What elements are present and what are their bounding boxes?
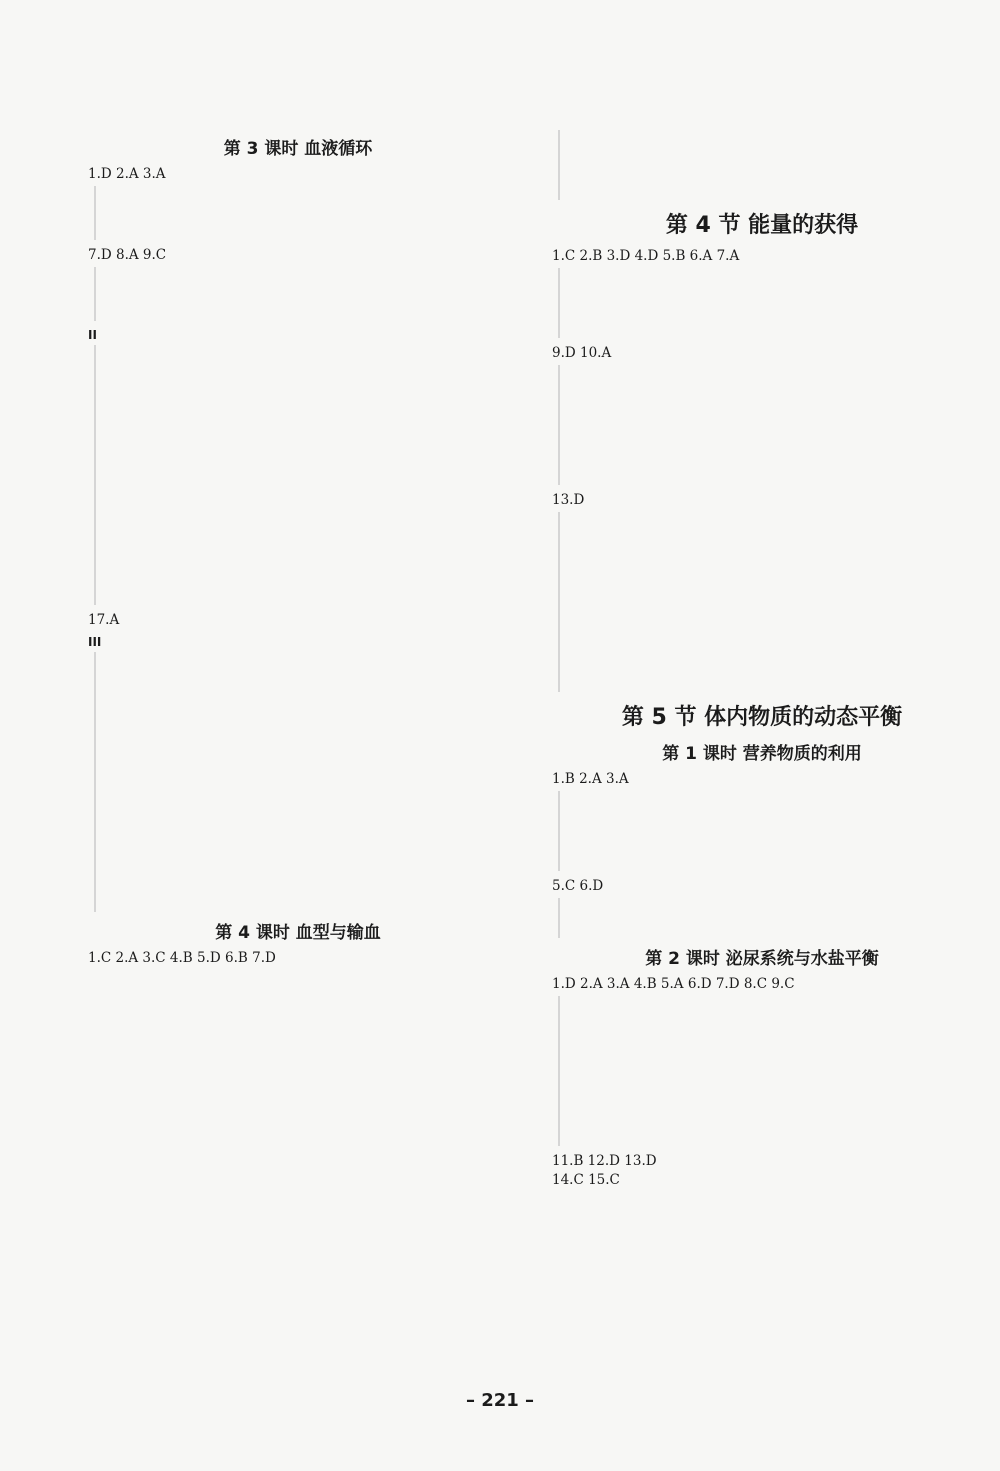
answers-b: 7.D 8.A 9.C	[88, 247, 167, 263]
untranscribed-block	[94, 652, 508, 912]
heading-lesson1: 第 1 课时 营养物质的利用	[662, 744, 862, 764]
left-column	[88, 128, 508, 968]
answers-l: 14.C 15.C	[552, 1172, 620, 1188]
section-4-title: 第 4 节 能量的获得	[665, 213, 859, 238]
answers-h: 1.B 2.A 3.A	[552, 771, 629, 787]
answers-e: 1.C 2.B 3.D 4.D 5.B 6.A 7.A	[552, 248, 740, 264]
untranscribed-block	[558, 996, 972, 1146]
answers-k: 11.B 12.D 13.D	[552, 1153, 657, 1169]
untranscribed-block	[558, 365, 972, 485]
heading-lesson3: 第 3 课时 血液循环	[223, 139, 373, 159]
page-number: – 221 –	[465, 1390, 535, 1411]
level-2-marker: II	[88, 328, 97, 342]
section-5-title: 第 5 节 体内物质的动态平衡	[621, 705, 903, 730]
untranscribed-block	[94, 186, 508, 240]
untranscribed-block	[94, 267, 508, 321]
right-column	[552, 128, 972, 1190]
level-3-marker: III	[88, 635, 102, 649]
answers-c: 17.A	[88, 612, 120, 628]
answers-i: 5.C 6.D	[552, 878, 604, 894]
answers-d: 1.C 2.A 3.C 4.B 5.D 6.B 7.D	[88, 950, 276, 966]
answers-g: 13.D	[552, 492, 585, 508]
untranscribed-block	[558, 512, 972, 692]
heading-lesson4: 第 4 课时 血型与输血	[215, 923, 381, 943]
heading-lesson2: 第 2 课时 泌尿系统与水盐平衡	[645, 949, 879, 969]
untranscribed-block	[94, 345, 508, 605]
answers-j: 1.D 2.A 3.A 4.B 5.A 6.D 7.D 8.C 9.C	[552, 976, 795, 992]
answers-a: 1.D 2.A 3.A	[88, 166, 166, 182]
untranscribed-block	[558, 898, 972, 938]
untranscribed-block	[558, 791, 972, 871]
untranscribed-block	[558, 130, 972, 200]
untranscribed-block	[558, 268, 972, 338]
answers-f: 9.D 10.A	[552, 345, 612, 361]
